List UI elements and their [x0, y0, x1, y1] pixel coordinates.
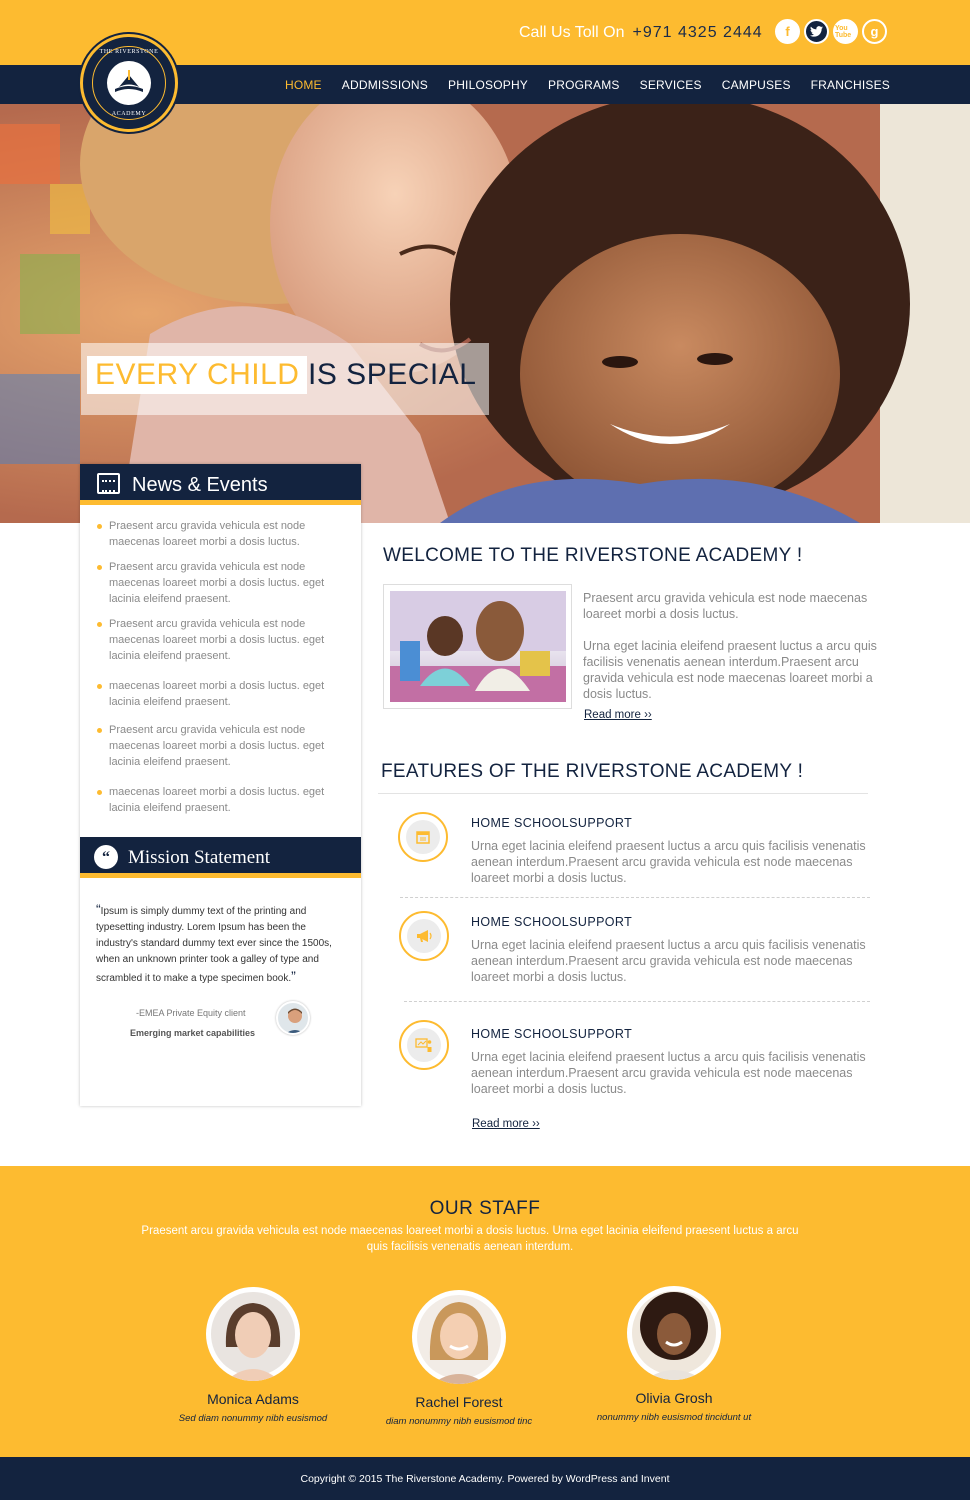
twitter-icon[interactable] [804, 19, 829, 44]
features-read-more-link[interactable]: Read more ›› [472, 1118, 540, 1130]
avatar [627, 1286, 721, 1380]
news-list [96, 518, 351, 816]
features-divider [378, 793, 868, 794]
feature-title: HOME SCHOOLSUPPORT [471, 816, 633, 830]
news-item[interactable]: Praesent arcu gravida vehicula est node maecenas loareet morbi a dosis luctus. eget lacinia eleifend praesent. [96, 616, 351, 664]
staff-role: Sed diam nonummy nibh eusismod [178, 1413, 328, 1424]
footer [0, 1457, 970, 1500]
welcome-read-more-link[interactable]: Read more ›› [584, 709, 652, 721]
feature-text: Urna eget lacinia eleifend praesent luctus a arcu quis facilisis venenatis aenean interdum.Praesent arcu gravida vehicula est node maecenas loareet morbi a dosis luctus. [471, 839, 866, 885]
feature-text: Urna eget lacinia eleifend praesent luctus a arcu quis facilisis venenatis aenean interdum.Praesent arcu gravida vehicula est node maecenas loareet morbi a dosis luctus. [471, 1050, 866, 1096]
news-item[interactable]: Praesent arcu gravida vehicula est node maecenas loareet morbi a dosis luctus. eget lacinia eleifend praesent. [96, 559, 351, 607]
hero-banner [0, 104, 970, 523]
feature-text: Urna eget lacinia eleifend praesent luctus a arcu quis facilisis venenatis aenean interdum.Praesent arcu gravida vehicula est node maecenas loareet morbi a dosis luctus. [471, 938, 866, 984]
nav-admissions[interactable]: ADDMISSIONS [341, 77, 428, 92]
quote-icon: “ [94, 845, 118, 869]
feature-separator [400, 897, 870, 898]
logo-text-top: THE RIVERSTONE [99, 49, 159, 55]
nav-philosophy[interactable]: PHILOSOPHY [447, 77, 529, 92]
book-emblem-icon [107, 61, 151, 105]
copyright-text: Copyright © 2015 The Riverstone Academy. Powered by WordPress and Invent [300, 1473, 670, 1485]
features-title: FEATURES OF THE RIVERSTONE ACADEMY ! [381, 761, 804, 782]
welcome-paragraph-2: Urna eget lacinia eleifend praesent luctus a arcu quis facilisis venenatis aenean interdum.Praesent arcu gravida vehicula est node maecenas loareet morbi a dosis luctus. [583, 639, 877, 701]
mission-quote: “Ipsum is simply dummy text of the printing and typesetting industry. Lorem Ipsum has been the industry's standard dummy text ever since the 1500s, when an unknown printer took a galley of type and scrambled it to make a type specimen book.” [96, 901, 332, 984]
calendar-icon [97, 473, 120, 494]
main-nav [285, 65, 890, 104]
classroom-photo [390, 591, 566, 702]
nav-home[interactable]: HOME [284, 77, 322, 92]
hero-headline [81, 343, 489, 415]
sidebar [80, 464, 361, 1106]
mission-title: Mission Statement [128, 847, 270, 868]
feature-separator [404, 1001, 870, 1002]
news-header [80, 464, 361, 505]
academy-logo[interactable] [80, 34, 178, 132]
feature-title: HOME SCHOOLSUPPORT [471, 915, 633, 929]
news-title: News & Events [132, 474, 268, 496]
phone-number[interactable]: +971 4325 2444 [632, 24, 763, 41]
google-plus-icon[interactable]: g [862, 19, 887, 44]
staff-member[interactable] [359, 1290, 559, 1427]
call-label: Call Us Toll On [519, 24, 625, 41]
mission-header [80, 837, 361, 878]
nav-services[interactable]: SERVICES [639, 77, 702, 92]
staff-name: Olivia Grosh [635, 1390, 713, 1406]
staff-name: Monica Adams [207, 1391, 299, 1407]
mission-quote-text: Ipsum is simply dummy text of the printing and typesetting industry. Lorem Ipsum has been the industry's standard dummy text ever since the 1500s, when an unknown printer took a galley of type and scrambled it to make a type specimen book. [96, 906, 332, 984]
quote-author-sub: Emerging market capabilities [130, 1028, 256, 1038]
logo-text-bottom: ACADEMY [111, 111, 147, 117]
avatar [206, 1287, 300, 1381]
social-links [775, 19, 887, 44]
staff-member[interactable] [574, 1286, 774, 1423]
megaphone-icon [399, 911, 449, 961]
news-item[interactable]: maecenas loareet morbi a dosis luctus. eget lacinia eleifend praesent. [96, 784, 351, 816]
welcome-title: WELCOME TO THE RIVERSTONE ACADEMY ! [383, 545, 803, 566]
welcome-paragraph-1: Praesent arcu gravida vehicula est node maecenas loareet morbi a dosis luctus. [583, 591, 868, 621]
staff-role: nonummy nibh eusismod tincidunt ut [596, 1412, 752, 1423]
hero-highlight: EVERY CHILD [87, 356, 307, 394]
nav-franchises[interactable]: FRANCHISES [810, 77, 890, 92]
youtube-icon[interactable]: You Tube [833, 19, 858, 44]
news-item[interactable]: maecenas loareet morbi a dosis luctus. eget lacinia eleifend praesent. [96, 678, 351, 710]
nav-programs[interactable]: PROGRAMS [548, 77, 620, 92]
nav-campuses[interactable]: CAMPUSES [721, 77, 791, 92]
staff-description: Praesent arcu gravida vehicula est node maecenas loareet morbi a dosis luctus. Urna eget lacinia eleifend praesent luctus a arcu quis facilisis venenatis aenean interdum. [141, 1225, 799, 1253]
call-us [519, 24, 763, 42]
hero-photo [0, 104, 970, 523]
staff-member[interactable] [153, 1287, 353, 1424]
hero-rest: IS SPECIAL [308, 358, 477, 391]
facebook-icon[interactable]: f [775, 19, 800, 44]
teacher-board-icon [399, 1020, 449, 1070]
welcome-image [383, 584, 572, 709]
avatar [276, 1001, 310, 1035]
feature-title: HOME SCHOOLSUPPORT [471, 1027, 633, 1041]
staff-name: Rachel Forest [415, 1394, 503, 1410]
staff-section [0, 1166, 970, 1457]
avatar [412, 1290, 506, 1384]
news-item[interactable]: Praesent arcu gravida vehicula est node maecenas loareet morbi a dosis luctus. [96, 518, 351, 550]
calendar-icon [398, 812, 448, 862]
quote-author: -EMEA Private Equity client [136, 1008, 246, 1018]
staff-role: diam nonummy nibh eusismod tinc [385, 1416, 533, 1427]
staff-title: OUR STAFF [429, 1198, 541, 1219]
news-item[interactable]: Praesent arcu gravida vehicula est node maecenas loareet morbi a dosis luctus. eget lacinia eleifend praesent. [96, 722, 351, 770]
